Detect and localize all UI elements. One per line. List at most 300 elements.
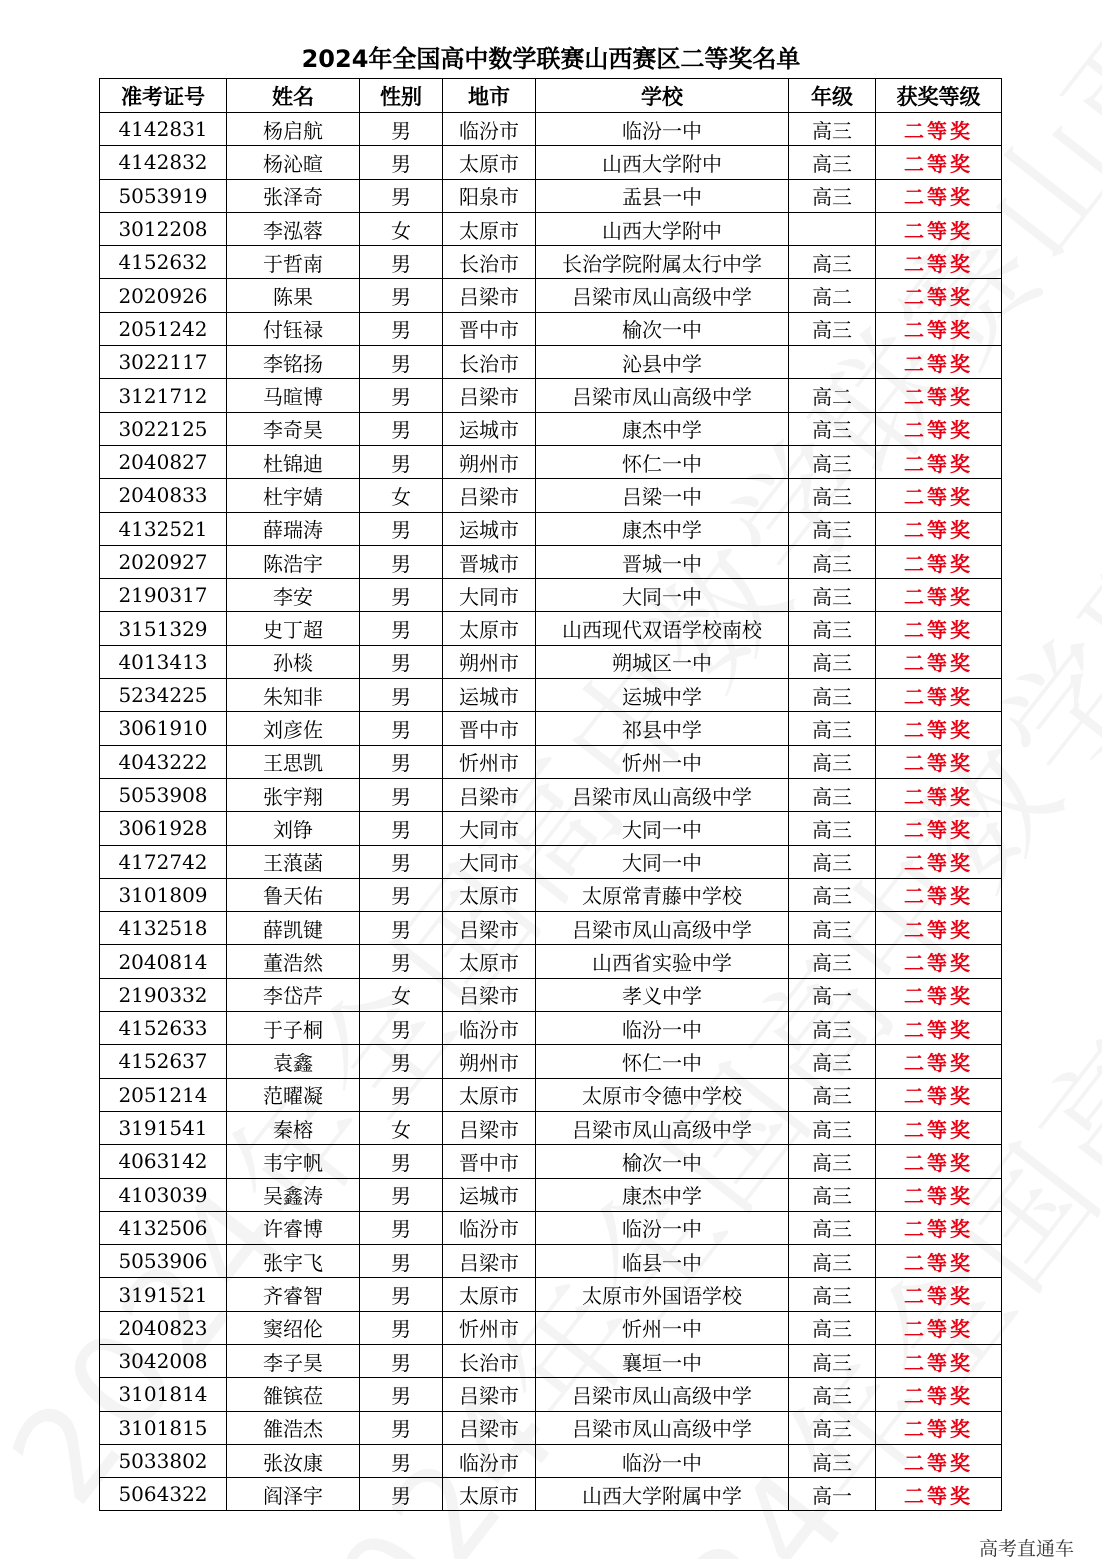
cell-award: 二等奖 bbox=[876, 1078, 1002, 1111]
cell-exam-id: 3101809 bbox=[100, 878, 227, 911]
cell-exam-id: 2051242 bbox=[100, 312, 227, 345]
cell-gender: 男 bbox=[360, 579, 443, 612]
table-row bbox=[100, 945, 1002, 978]
cell-name: 于子桐 bbox=[227, 1012, 360, 1045]
cell-grade: 高三 bbox=[789, 1245, 876, 1278]
cell-grade: 高三 bbox=[789, 545, 876, 578]
cell-name: 付钰禄 bbox=[227, 312, 360, 345]
cell-exam-id: 4013413 bbox=[100, 645, 227, 678]
cell-school: 太原市外国语学校 bbox=[536, 1278, 789, 1311]
cell-school: 祁县中学 bbox=[536, 712, 789, 745]
cell-gender: 男 bbox=[360, 179, 443, 212]
cell-city: 太原市 bbox=[443, 945, 536, 978]
cell-city: 朔州市 bbox=[443, 1045, 536, 1078]
cell-city: 吕梁市 bbox=[443, 379, 536, 412]
cell-exam-id: 3151329 bbox=[100, 612, 227, 645]
table-row bbox=[100, 778, 1002, 811]
cell-name: 刘彦佐 bbox=[227, 712, 360, 745]
table-row bbox=[100, 1178, 1002, 1211]
cell-name: 孙棪 bbox=[227, 645, 360, 678]
cell-award: 二等奖 bbox=[876, 1278, 1002, 1311]
cell-award: 二等奖 bbox=[876, 1211, 1002, 1244]
cell-award: 二等奖 bbox=[876, 1145, 1002, 1178]
cell-city: 晋城市 bbox=[443, 545, 536, 578]
cell-city: 太原市 bbox=[443, 146, 536, 179]
table-row bbox=[100, 1145, 1002, 1178]
cell-name: 阎泽宇 bbox=[227, 1478, 360, 1511]
cell-gender: 男 bbox=[360, 1278, 443, 1311]
cell-gender: 男 bbox=[360, 445, 443, 478]
cell-grade: 高三 bbox=[789, 113, 876, 146]
cell-gender: 女 bbox=[360, 1111, 443, 1144]
cell-school: 晋城一中 bbox=[536, 545, 789, 578]
cell-award: 二等奖 bbox=[876, 1411, 1002, 1444]
cell-city: 晋中市 bbox=[443, 1145, 536, 1178]
cell-grade: 高三 bbox=[789, 812, 876, 845]
cell-name: 李奇昊 bbox=[227, 412, 360, 445]
cell-award: 二等奖 bbox=[876, 712, 1002, 745]
cell-exam-id: 4063142 bbox=[100, 1145, 227, 1178]
cell-award: 二等奖 bbox=[876, 545, 1002, 578]
cell-gender: 男 bbox=[360, 645, 443, 678]
table-row bbox=[100, 479, 1002, 512]
cell-grade: 高二 bbox=[789, 279, 876, 312]
cell-school: 大同一中 bbox=[536, 845, 789, 878]
cell-grade: 高三 bbox=[789, 712, 876, 745]
cell-award: 二等奖 bbox=[876, 512, 1002, 545]
cell-school: 山西大学附属中学 bbox=[536, 1478, 789, 1511]
cell-school: 康杰中学 bbox=[536, 1178, 789, 1211]
table-row bbox=[100, 1344, 1002, 1377]
cell-award: 二等奖 bbox=[876, 612, 1002, 645]
cell-school: 临汾一中 bbox=[536, 113, 789, 146]
cell-gender: 男 bbox=[360, 1411, 443, 1444]
cell-school: 山西现代双语学校南校 bbox=[536, 612, 789, 645]
table-row bbox=[100, 246, 1002, 279]
cell-name: 张宇翔 bbox=[227, 778, 360, 811]
cell-name: 陈果 bbox=[227, 279, 360, 312]
cell-grade: 高三 bbox=[789, 745, 876, 778]
source-label: 高考直通车 bbox=[978, 1538, 1074, 1560]
cell-school: 怀仁一中 bbox=[536, 445, 789, 478]
cell-exam-id: 2020927 bbox=[100, 545, 227, 578]
cell-award: 二等奖 bbox=[876, 745, 1002, 778]
cell-exam-id: 4142832 bbox=[100, 146, 227, 179]
cell-grade: 高三 bbox=[789, 512, 876, 545]
cell-gender: 男 bbox=[360, 945, 443, 978]
cell-city: 晋中市 bbox=[443, 312, 536, 345]
cell-name: 马暄博 bbox=[227, 379, 360, 412]
cell-school: 吕梁市凤山高级中学 bbox=[536, 1411, 789, 1444]
cell-award: 二等奖 bbox=[876, 113, 1002, 146]
cell-grade: 高三 bbox=[789, 778, 876, 811]
cell-award: 二等奖 bbox=[876, 279, 1002, 312]
cell-school: 榆次一中 bbox=[536, 1145, 789, 1178]
cell-school: 太原市令德中学校 bbox=[536, 1078, 789, 1111]
table-row bbox=[100, 412, 1002, 445]
table-row bbox=[100, 1111, 1002, 1144]
cell-school: 吕梁市凤山高级中学 bbox=[536, 1111, 789, 1144]
cell-name: 张泽奇 bbox=[227, 179, 360, 212]
cell-gender: 男 bbox=[360, 312, 443, 345]
cell-city: 晋中市 bbox=[443, 712, 536, 745]
cell-exam-id: 4103039 bbox=[100, 1178, 227, 1211]
cell-name: 杜锦迪 bbox=[227, 445, 360, 478]
cell-school: 忻州一中 bbox=[536, 1311, 789, 1344]
cell-name: 董浩然 bbox=[227, 945, 360, 978]
table-row bbox=[100, 1211, 1002, 1244]
cell-city: 运城市 bbox=[443, 1178, 536, 1211]
cell-grade: 高二 bbox=[789, 379, 876, 412]
cell-exam-id: 2190332 bbox=[100, 978, 227, 1011]
cell-exam-id: 3121712 bbox=[100, 379, 227, 412]
cell-city: 吕梁市 bbox=[443, 1111, 536, 1144]
cell-name: 薛瑞涛 bbox=[227, 512, 360, 545]
cell-grade: 高三 bbox=[789, 246, 876, 279]
cell-exam-id: 3191541 bbox=[100, 1111, 227, 1144]
cell-name: 鲁天佑 bbox=[227, 878, 360, 911]
table-row bbox=[100, 845, 1002, 878]
cell-grade: 高三 bbox=[789, 912, 876, 945]
table-row bbox=[100, 1078, 1002, 1111]
cell-grade: 高三 bbox=[789, 1045, 876, 1078]
cell-city: 临汾市 bbox=[443, 113, 536, 146]
cell-award: 二等奖 bbox=[876, 978, 1002, 1011]
cell-award: 二等奖 bbox=[876, 1378, 1002, 1411]
cell-gender: 女 bbox=[360, 479, 443, 512]
cell-city: 吕梁市 bbox=[443, 978, 536, 1011]
cell-gender: 男 bbox=[360, 545, 443, 578]
cell-grade bbox=[789, 346, 876, 379]
cell-award: 二等奖 bbox=[876, 1344, 1002, 1377]
cell-grade: 高三 bbox=[789, 1444, 876, 1477]
cell-name: 于哲南 bbox=[227, 246, 360, 279]
cell-grade: 高三 bbox=[789, 445, 876, 478]
cell-name: 张汝康 bbox=[227, 1444, 360, 1477]
cell-gender: 女 bbox=[360, 212, 443, 245]
cell-award: 二等奖 bbox=[876, 1311, 1002, 1344]
cell-grade: 高三 bbox=[789, 645, 876, 678]
table-row bbox=[100, 512, 1002, 545]
cell-school: 吕梁市凤山高级中学 bbox=[536, 778, 789, 811]
cell-city: 太原市 bbox=[443, 1478, 536, 1511]
cell-award: 二等奖 bbox=[876, 579, 1002, 612]
cell-gender: 男 bbox=[360, 1478, 443, 1511]
cell-exam-id: 5053919 bbox=[100, 179, 227, 212]
cell-school: 襄垣一中 bbox=[536, 1344, 789, 1377]
table-row bbox=[100, 878, 1002, 911]
cell-city: 太原市 bbox=[443, 612, 536, 645]
cell-city: 临汾市 bbox=[443, 1012, 536, 1045]
cell-gender: 男 bbox=[360, 812, 443, 845]
cell-gender: 男 bbox=[360, 1145, 443, 1178]
cell-gender: 女 bbox=[360, 978, 443, 1011]
cell-award: 二等奖 bbox=[876, 412, 1002, 445]
cell-school: 忻州一中 bbox=[536, 745, 789, 778]
cell-name: 雒镔莅 bbox=[227, 1378, 360, 1411]
cell-grade: 高三 bbox=[789, 1211, 876, 1244]
cell-city: 太原市 bbox=[443, 878, 536, 911]
cell-grade: 高三 bbox=[789, 1078, 876, 1111]
cell-grade: 高三 bbox=[789, 1411, 876, 1444]
cell-city: 吕梁市 bbox=[443, 912, 536, 945]
cell-exam-id: 4132518 bbox=[100, 912, 227, 945]
cell-gender: 男 bbox=[360, 1444, 443, 1477]
cell-gender: 男 bbox=[360, 878, 443, 911]
cell-name: 王蒗菡 bbox=[227, 845, 360, 878]
table-row bbox=[100, 579, 1002, 612]
cell-award: 二等奖 bbox=[876, 179, 1002, 212]
cell-exam-id: 2040833 bbox=[100, 479, 227, 512]
cell-exam-id: 3101814 bbox=[100, 1378, 227, 1411]
cell-exam-id: 3012208 bbox=[100, 212, 227, 245]
cell-gender: 男 bbox=[360, 379, 443, 412]
cell-name: 李安 bbox=[227, 579, 360, 612]
cell-school: 吕梁一中 bbox=[536, 479, 789, 512]
cell-city: 大同市 bbox=[443, 579, 536, 612]
cell-exam-id: 2051214 bbox=[100, 1078, 227, 1111]
cell-school: 临汾一中 bbox=[536, 1012, 789, 1045]
table-row bbox=[100, 645, 1002, 678]
table-row bbox=[100, 113, 1002, 146]
cell-gender: 男 bbox=[360, 1012, 443, 1045]
cell-award: 二等奖 bbox=[876, 812, 1002, 845]
table-row bbox=[100, 1278, 1002, 1311]
cell-exam-id: 5053908 bbox=[100, 778, 227, 811]
cell-grade: 高三 bbox=[789, 479, 876, 512]
cell-city: 长治市 bbox=[443, 346, 536, 379]
cell-school: 太原常青藤中学校 bbox=[536, 878, 789, 911]
cell-gender: 男 bbox=[360, 1245, 443, 1278]
column-header-gender: 性别 bbox=[360, 79, 443, 113]
cell-grade: 高三 bbox=[789, 1145, 876, 1178]
cell-award: 二等奖 bbox=[876, 778, 1002, 811]
cell-grade: 高三 bbox=[789, 878, 876, 911]
cell-award: 二等奖 bbox=[876, 346, 1002, 379]
cell-city: 太原市 bbox=[443, 1078, 536, 1111]
table-row bbox=[100, 1444, 1002, 1477]
cell-city: 大同市 bbox=[443, 845, 536, 878]
cell-gender: 男 bbox=[360, 279, 443, 312]
table-row bbox=[100, 312, 1002, 345]
cell-name: 吴鑫涛 bbox=[227, 1178, 360, 1211]
cell-grade: 高一 bbox=[789, 1478, 876, 1511]
cell-name: 张宇飞 bbox=[227, 1245, 360, 1278]
cell-name: 李岱芹 bbox=[227, 978, 360, 1011]
cell-city: 吕梁市 bbox=[443, 279, 536, 312]
column-header-city: 地市 bbox=[443, 79, 536, 113]
cell-city: 忻州市 bbox=[443, 1311, 536, 1344]
cell-school: 吕梁市凤山高级中学 bbox=[536, 379, 789, 412]
cell-school: 山西大学附中 bbox=[536, 146, 789, 179]
cell-award: 二等奖 bbox=[876, 1045, 1002, 1078]
cell-award: 二等奖 bbox=[876, 679, 1002, 712]
cell-name: 陈浩宇 bbox=[227, 545, 360, 578]
cell-exam-id: 3191521 bbox=[100, 1278, 227, 1311]
cell-school: 榆次一中 bbox=[536, 312, 789, 345]
cell-city: 朔州市 bbox=[443, 445, 536, 478]
cell-award: 二等奖 bbox=[876, 912, 1002, 945]
page-title: 2024年全国高中数学联赛山西赛区二等奖名单 bbox=[301, 45, 801, 73]
cell-award: 二等奖 bbox=[876, 1245, 1002, 1278]
cell-gender: 男 bbox=[360, 845, 443, 878]
table-header-row bbox=[100, 79, 1002, 113]
cell-name: 雒浩杰 bbox=[227, 1411, 360, 1444]
table-row bbox=[100, 745, 1002, 778]
table-row bbox=[100, 1045, 1002, 1078]
table-row bbox=[100, 1245, 1002, 1278]
cell-award: 二等奖 bbox=[876, 479, 1002, 512]
cell-exam-id: 3061928 bbox=[100, 812, 227, 845]
cell-exam-id: 3022125 bbox=[100, 412, 227, 445]
table-row bbox=[100, 379, 1002, 412]
award-table bbox=[99, 78, 1002, 1511]
cell-exam-id: 4152633 bbox=[100, 1012, 227, 1045]
cell-gender: 男 bbox=[360, 1378, 443, 1411]
cell-exam-id: 5064322 bbox=[100, 1478, 227, 1511]
cell-name: 韦宇帆 bbox=[227, 1145, 360, 1178]
cell-school: 沁县中学 bbox=[536, 346, 789, 379]
cell-city: 运城市 bbox=[443, 412, 536, 445]
cell-award: 二等奖 bbox=[876, 445, 1002, 478]
cell-exam-id: 2040827 bbox=[100, 445, 227, 478]
cell-gender: 男 bbox=[360, 712, 443, 745]
cell-school: 临汾一中 bbox=[536, 1444, 789, 1477]
cell-city: 运城市 bbox=[443, 679, 536, 712]
cell-gender: 男 bbox=[360, 778, 443, 811]
cell-school: 长治学院附属太行中学 bbox=[536, 246, 789, 279]
cell-award: 二等奖 bbox=[876, 1478, 1002, 1511]
table-row bbox=[100, 1478, 1002, 1511]
cell-award: 二等奖 bbox=[876, 1178, 1002, 1211]
cell-exam-id: 3042008 bbox=[100, 1344, 227, 1377]
cell-exam-id: 4132506 bbox=[100, 1211, 227, 1244]
cell-exam-id: 4172742 bbox=[100, 845, 227, 878]
table-row bbox=[100, 179, 1002, 212]
cell-exam-id: 4152632 bbox=[100, 246, 227, 279]
cell-city: 临汾市 bbox=[443, 1444, 536, 1477]
cell-gender: 男 bbox=[360, 1178, 443, 1211]
cell-city: 吕梁市 bbox=[443, 1378, 536, 1411]
cell-exam-id: 2040814 bbox=[100, 945, 227, 978]
cell-exam-id: 5033802 bbox=[100, 1444, 227, 1477]
cell-grade: 高三 bbox=[789, 679, 876, 712]
table-row bbox=[100, 1411, 1002, 1444]
table-row bbox=[100, 1311, 1002, 1344]
cell-grade: 高三 bbox=[789, 1311, 876, 1344]
cell-school: 孝义中学 bbox=[536, 978, 789, 1011]
cell-award: 二等奖 bbox=[876, 246, 1002, 279]
cell-school: 朔城区一中 bbox=[536, 645, 789, 678]
table-row bbox=[100, 912, 1002, 945]
cell-city: 太原市 bbox=[443, 1278, 536, 1311]
cell-grade: 高一 bbox=[789, 978, 876, 1011]
cell-award: 二等奖 bbox=[876, 212, 1002, 245]
cell-exam-id: 5234225 bbox=[100, 679, 227, 712]
cell-grade: 高三 bbox=[789, 1378, 876, 1411]
cell-city: 长治市 bbox=[443, 246, 536, 279]
table-row bbox=[100, 146, 1002, 179]
cell-city: 吕梁市 bbox=[443, 1245, 536, 1278]
cell-city: 运城市 bbox=[443, 512, 536, 545]
cell-school: 康杰中学 bbox=[536, 412, 789, 445]
cell-exam-id: 2190317 bbox=[100, 579, 227, 612]
cell-city: 大同市 bbox=[443, 812, 536, 845]
cell-school: 临汾一中 bbox=[536, 1211, 789, 1244]
cell-award: 二等奖 bbox=[876, 312, 1002, 345]
cell-gender: 男 bbox=[360, 1045, 443, 1078]
cell-city: 朔州市 bbox=[443, 645, 536, 678]
cell-grade: 高三 bbox=[789, 312, 876, 345]
cell-name: 杜宇婧 bbox=[227, 479, 360, 512]
cell-exam-id: 3061910 bbox=[100, 712, 227, 745]
cell-name: 齐睿智 bbox=[227, 1278, 360, 1311]
cell-city: 忻州市 bbox=[443, 745, 536, 778]
cell-gender: 男 bbox=[360, 1311, 443, 1344]
cell-award: 二等奖 bbox=[876, 1012, 1002, 1045]
cell-grade: 高三 bbox=[789, 579, 876, 612]
table-row bbox=[100, 978, 1002, 1011]
cell-grade: 高三 bbox=[789, 1178, 876, 1211]
cell-grade: 高三 bbox=[789, 1344, 876, 1377]
cell-award: 二等奖 bbox=[876, 945, 1002, 978]
column-header-name: 姓名 bbox=[227, 79, 360, 113]
cell-award: 二等奖 bbox=[876, 1444, 1002, 1477]
cell-exam-id: 2020926 bbox=[100, 279, 227, 312]
cell-city: 阳泉市 bbox=[443, 179, 536, 212]
cell-gender: 男 bbox=[360, 146, 443, 179]
cell-name: 王思凯 bbox=[227, 745, 360, 778]
cell-exam-id: 3022117 bbox=[100, 346, 227, 379]
table-row bbox=[100, 279, 1002, 312]
column-header-award: 获奖等级 bbox=[876, 79, 1002, 113]
cell-gender: 男 bbox=[360, 412, 443, 445]
cell-gender: 男 bbox=[360, 1211, 443, 1244]
column-header-grade: 年级 bbox=[789, 79, 876, 113]
cell-school: 怀仁一中 bbox=[536, 1045, 789, 1078]
cell-gender: 男 bbox=[360, 512, 443, 545]
cell-award: 二等奖 bbox=[876, 1111, 1002, 1144]
cell-gender: 男 bbox=[360, 246, 443, 279]
cell-gender: 男 bbox=[360, 912, 443, 945]
cell-school: 吕梁市凤山高级中学 bbox=[536, 912, 789, 945]
column-header-exam-id: 准考证号 bbox=[100, 79, 227, 113]
cell-city: 吕梁市 bbox=[443, 479, 536, 512]
cell-award: 二等奖 bbox=[876, 146, 1002, 179]
cell-award: 二等奖 bbox=[876, 845, 1002, 878]
cell-gender: 男 bbox=[360, 745, 443, 778]
cell-name: 朱知非 bbox=[227, 679, 360, 712]
table-row bbox=[100, 712, 1002, 745]
cell-school: 山西省实验中学 bbox=[536, 945, 789, 978]
cell-name: 史丁超 bbox=[227, 612, 360, 645]
table-row bbox=[100, 212, 1002, 245]
cell-exam-id: 4142831 bbox=[100, 113, 227, 146]
cell-school: 康杰中学 bbox=[536, 512, 789, 545]
cell-city: 吕梁市 bbox=[443, 1411, 536, 1444]
table-row bbox=[100, 679, 1002, 712]
cell-name: 范曜凝 bbox=[227, 1078, 360, 1111]
cell-award: 二等奖 bbox=[876, 379, 1002, 412]
cell-gender: 男 bbox=[360, 1344, 443, 1377]
cell-grade: 高三 bbox=[789, 146, 876, 179]
table-row bbox=[100, 445, 1002, 478]
cell-school: 临县一中 bbox=[536, 1245, 789, 1278]
cell-grade: 高三 bbox=[789, 412, 876, 445]
cell-grade: 高三 bbox=[789, 945, 876, 978]
cell-city: 吕梁市 bbox=[443, 778, 536, 811]
cell-city: 长治市 bbox=[443, 1344, 536, 1377]
